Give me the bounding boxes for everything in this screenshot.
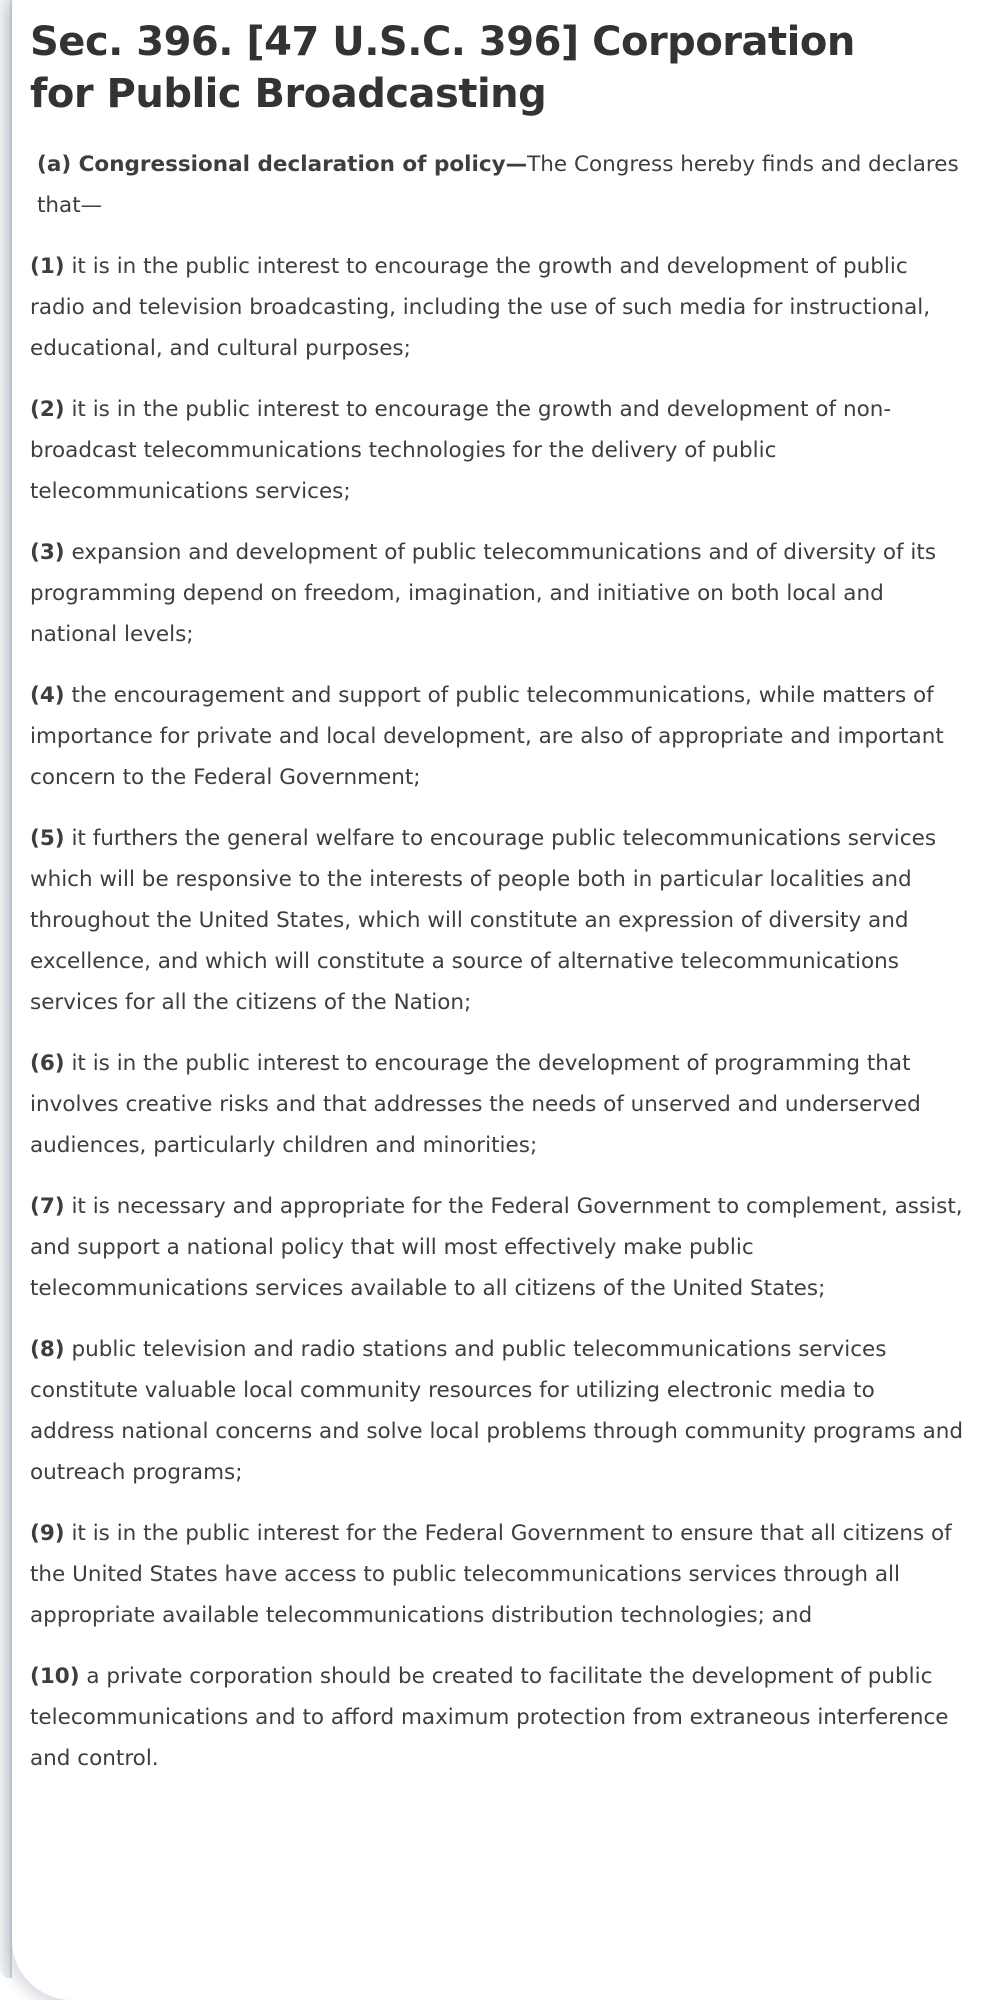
clause-paragraph — [30, 532, 965, 655]
clause-text: it is in the public interest to encourage the growth and development of public radio and television broadcasting, including the use of such media for instructional, educational, and cultural purposes; — [30, 254, 931, 361]
clause-number: (6) — [30, 1051, 65, 1076]
clause-number: (5) — [30, 826, 65, 851]
clause-text: it is in the public interest to encourage the development of programming that involves creative risks and that addresses the needs of unserved and underserved audiences, particularly children and minorities; — [30, 1051, 921, 1158]
clause-paragraph — [30, 675, 965, 798]
clause-number: (1) — [30, 254, 65, 279]
section-title: Sec. 396. [47 U.S.C. 396] Corporation for Public Broadcasting — [30, 19, 855, 117]
intro-text: The Congress hereby finds and declares that— — [37, 152, 959, 218]
clause-paragraph — [30, 1329, 965, 1493]
clause-text: it is necessary and appropriate for the Federal Government to complement, assist, and support a national policy that will most effectively make public telecommunications services available to all citizens of the United States; — [30, 1194, 963, 1301]
page-left-edge-strip — [0, 0, 12, 1978]
intro-paragraph — [30, 144, 972, 226]
clause-text: expansion and development of public telecommunications and of diversity of its programming depend on freedom, imagination, and initiative on both local and national levels; — [30, 540, 937, 647]
clause-number: (8) — [30, 1337, 65, 1362]
clause-number: (4) — [30, 683, 65, 708]
clause-number: (10) — [30, 1664, 80, 1689]
clause-paragraph — [30, 1656, 965, 1779]
clause-text: a private corporation should be created to facilitate the development of public telecommunications and to afford maximum protection from extraneous interference and control. — [30, 1664, 949, 1771]
clause-number: (9) — [30, 1521, 65, 1546]
intro-bold-label: (a) Congressional declaration of policy— — [37, 152, 528, 177]
document-page — [12, 0, 1006, 2000]
clause-text: public television and radio stations and public telecommunications services constitute valuable local community resources for utilizing electronic media to address national concerns and solve local problems through community programs and outreach programs; — [30, 1337, 964, 1485]
clause-list — [30, 246, 976, 1779]
clause-text: the encouragement and support of public telecommunications, while matters of importance for private and local development, are also of appropriate and important concern to the Federal Government; — [30, 683, 944, 790]
clause-paragraph — [30, 246, 965, 369]
clause-paragraph — [30, 389, 965, 512]
clause-text: it is in the public interest for the Federal Government to ensure that all citizens of the United States have access to public telecommunications services through all appropriate available telecommunications distribution technologies; and — [30, 1521, 952, 1628]
clause-paragraph — [30, 1513, 965, 1636]
clause-paragraph — [30, 1043, 965, 1166]
clause-number: (7) — [30, 1194, 65, 1219]
clause-paragraph — [30, 1186, 965, 1309]
clause-number: (3) — [30, 540, 65, 565]
clause-paragraph — [30, 818, 965, 1023]
clause-text: it furthers the general welfare to encourage public telecommunications services which will be responsive to the interests of people both in particular localities and throughout the United States, which will constitute an expression of diversity and excellence, and which will constitute a source of alternative telecommunications services for all the citizens of the Nation; — [30, 826, 937, 1015]
clause-number: (2) — [30, 397, 65, 422]
clause-text: it is in the public interest to encourage the growth and development of non-broadcast telecommunications technologies for the delivery of public telecommunications services; — [30, 397, 892, 504]
